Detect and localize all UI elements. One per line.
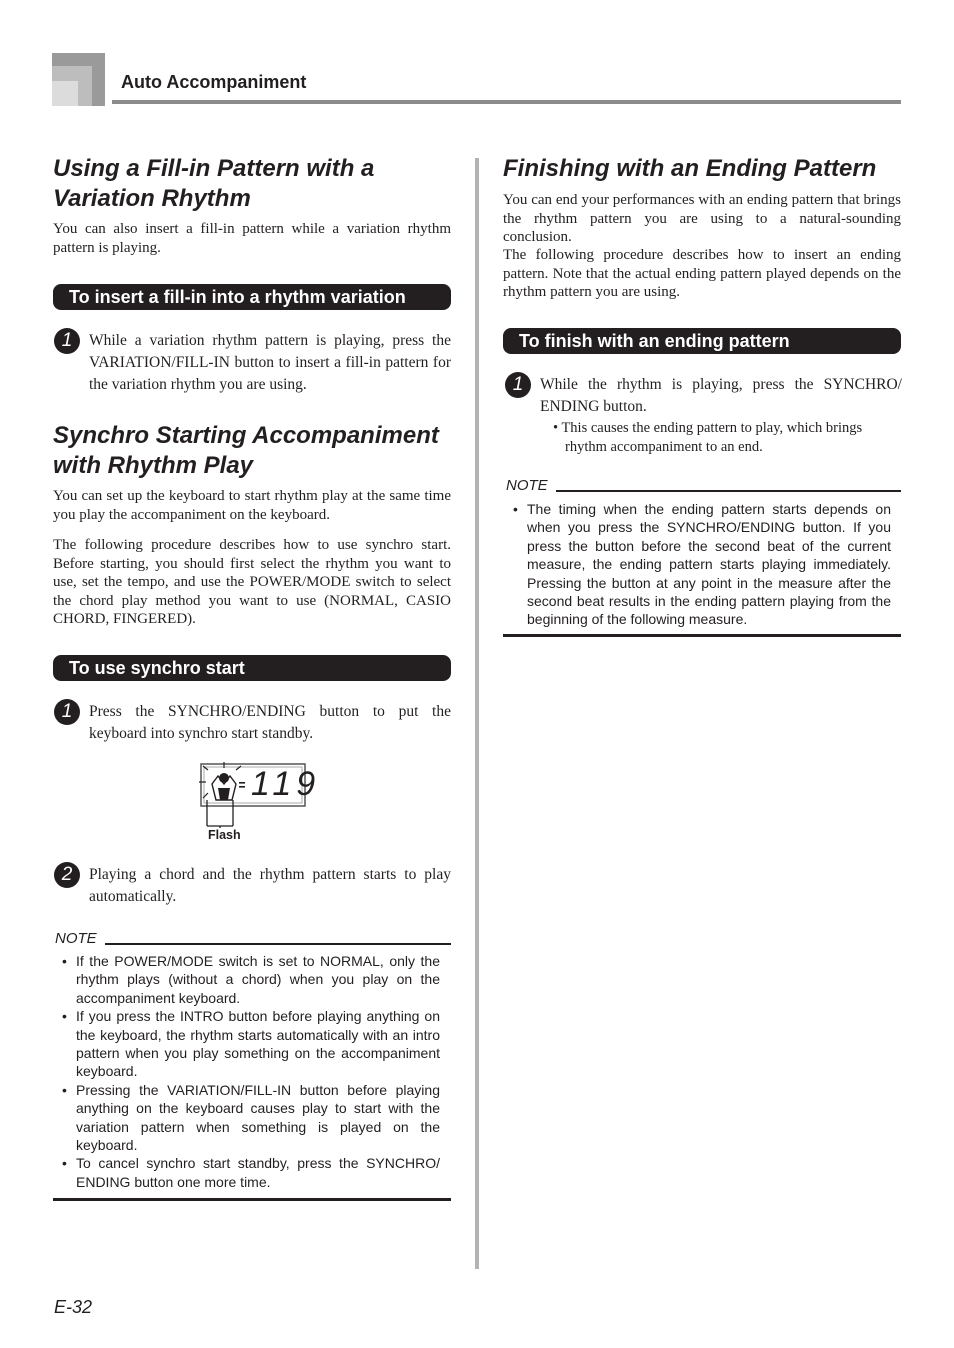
synchro-step-2: Playing a chord and the rhythm pattern starts to play automatically. [89, 866, 451, 905]
corner-blocks-icon [52, 53, 106, 106]
note-rule [105, 943, 451, 945]
step-number-1: 1 [505, 372, 531, 398]
synchro-step-1: Press the SYNCHRO/ENDING button to put the keyboard into synchro start standby. [89, 703, 451, 742]
list-item: • If the POWER/MODE switch is set to NORMAL, only the rhythm plays (without a chord) when you play on the accompaniment keyboard. [62, 952, 440, 1007]
step-number-1: 1 [54, 328, 80, 354]
header-rule [112, 100, 901, 104]
list-item: • Pressing the VARIATION/FILL-IN button before playing anything on the keyboard causes play to start with the variation pattern when something is played on the keyboard. [62, 1081, 440, 1155]
ending-step-1: While the rhythm is playing, press the SYNCHRO/ ENDING button. [540, 376, 902, 415]
fill-in-title: Using a Fill-in Pattern with a Variation Rhythm [53, 155, 375, 212]
step-number-1: 1 [54, 699, 80, 725]
list-item: • The timing when the ending pattern starts depends on when you press the SYNCHRO/ENDING button. If you press the button before the second beat of the current measure, the ending pattern starts playing immediately. Pressing the button at any point in the measure after the second beat results in the ending pattern playing from the beginning of the following measure. [513, 500, 891, 629]
lcd-tempo-value: 119 [251, 765, 321, 803]
synchro-paragraph-2: The following procedure describes how to use synchro start. Before starting, you should first select the rhythm you want to use, set the tempo, and use the POWER/MODE switch to select the chord play method you want to use (NORMAL, CASIO CHORD, FINGERED). [53, 537, 451, 628]
note-bottom-rule [503, 634, 901, 637]
fill-in-procedure-bar: To insert a fill-in into a rhythm variation [53, 284, 451, 310]
synchro-title: Synchro Starting Accompaniment with Rhythm Play [53, 422, 439, 479]
ending-procedure-bar: To finish with an ending pattern [503, 328, 901, 354]
ending-title: Finishing with an Ending Pattern [503, 155, 877, 182]
ending-step-1-bullet: • This causes the ending pattern to play, which brings rhythm accompaniment to an end. [553, 420, 863, 455]
step-number-2: 2 [54, 862, 80, 888]
synchro-paragraph-1: You can set up the keyboard to start rhythm play at the same time you play the accompaniment on the keyboard. [53, 488, 451, 523]
note-label: NOTE [55, 930, 97, 947]
synchro-procedure-bar: To use synchro start [53, 655, 451, 681]
flash-callout-bracket [200, 800, 240, 828]
note-bottom-rule [53, 1198, 451, 1201]
ending-paragraph-2: The following procedure describes how to insert an ending pattern. Note that the actual ending pattern played depends on the rhythm pattern you are using. [503, 247, 901, 301]
ending-paragraph-1: You can end your performances with an ending pattern that brings the rhythm pattern you are using to a natural-sounding conclusion. [503, 192, 901, 246]
column-divider [475, 158, 479, 1269]
fill-in-step-1: While a variation rhythm pattern is playing, press the VARIATION/FILL-IN button to insert a fill-in pattern for the variation rhythm you are using. [89, 332, 451, 393]
fill-in-intro: You can also insert a fill-in pattern while a variation rhythm pattern is playing. [53, 221, 451, 256]
list-item: • If you press the INTRO button before playing anything on the keyboard, the rhythm starts automatically with an intro pattern when you play something on the accompaniment keyboard. [62, 1007, 440, 1081]
ending-notes [513, 500, 891, 629]
note-rule [556, 490, 901, 492]
page-number: E-32 [54, 1297, 93, 1317]
section-header: Auto Accompaniment [121, 72, 307, 92]
flash-caption: Flash [208, 828, 241, 842]
synchro-notes [62, 952, 440, 1191]
list-item: • To cancel synchro start standby, press the SYNCHRO/ ENDING button one more time. [62, 1154, 440, 1191]
note-label: NOTE [506, 477, 548, 494]
